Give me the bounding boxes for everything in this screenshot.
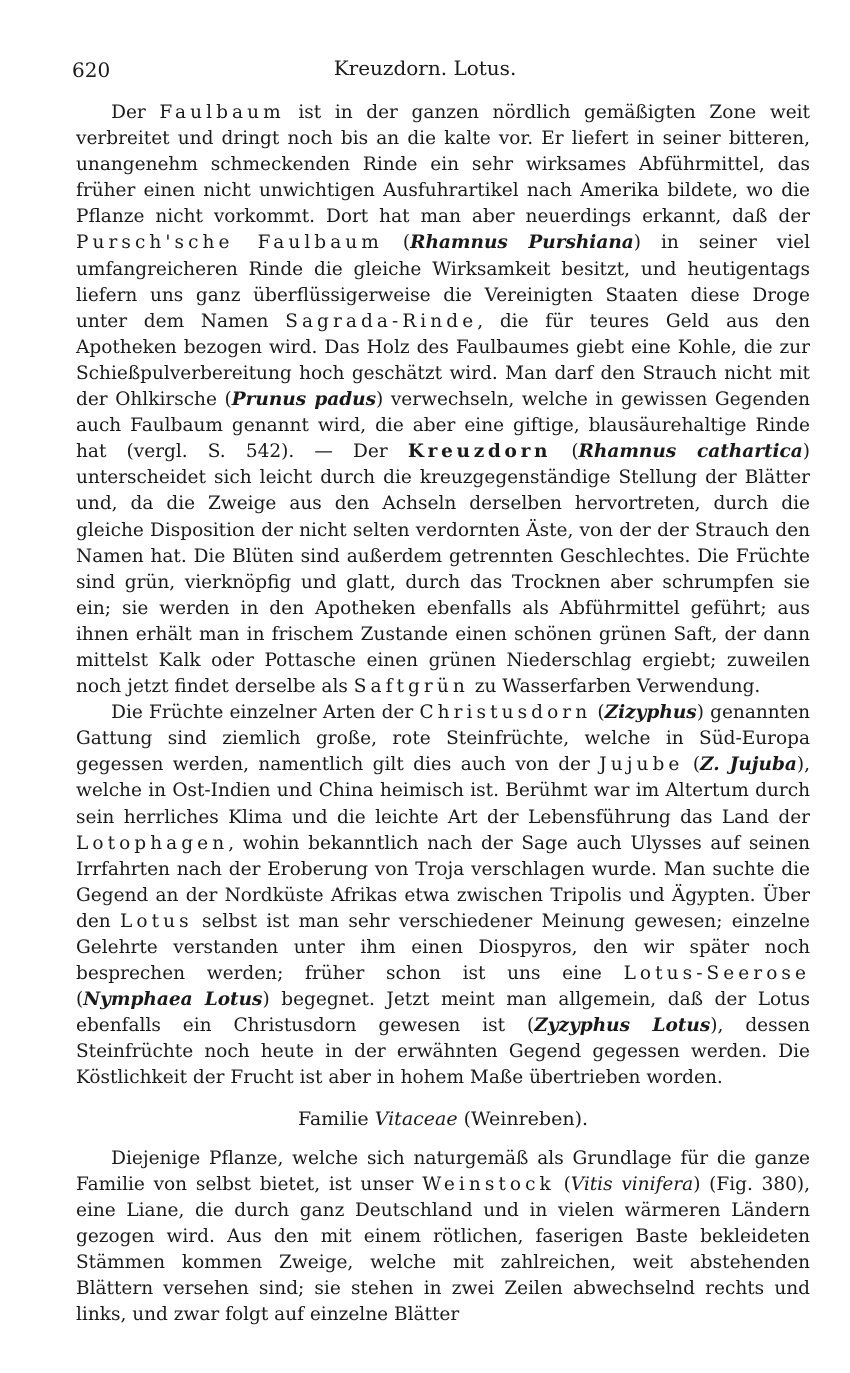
text-run: ( (76, 989, 84, 1011)
page-number: 620 (72, 58, 111, 82)
paragraph-weinstock (76, 1146, 810, 1329)
text-run: ( (382, 232, 411, 254)
latin-name: Z. Jujuba (700, 754, 797, 776)
spaced-term: Faulbaum (159, 102, 285, 123)
text-run: ) (Fig. 380), eine Liane, die durch ganz Deutschland und in vielen wärmeren Ländern gezogen wird. Aus den mit einem rötlichen, faserigen Baste bekleideten Stämmen kommen Zweige, welche mit zahlreichen, weit abstehenden Blättern versehen sind; sie stehen in zwei Zeilen abwechselnd rechts und links, und zwar folgt auf einzelne Blätter (76, 1173, 810, 1326)
text-run: ist in der ganzen nördlich gemäßigten Zone weit verbreitet und dringt noch bis an die kalte vor. Er liefert in seiner bitteren, unangenehm schmeckenden Rinde ein sehr wirksames Abführmittel, das früher einen nicht unwichtigen Ausfuhrartikel nach Amerika bildete, wo die Pflanze nicht vorkommt. Dort hat man aber neuerdings erkannt, daß der (76, 102, 810, 228)
latin-name: Nymphaea Lotus (83, 989, 263, 1011)
latin-name: Zyzyphus Lotus (534, 1015, 711, 1037)
text-run: ( (683, 754, 701, 776)
text-run: Die Früchte einzelner Arten der (111, 702, 420, 724)
text-run: ), welche in Ost-Indien und China heimisch ist. Berühmt war im Altertum durch sein herrliches Klima und die leichte Art der Lebensführung das Land der (76, 754, 810, 828)
text-run: Diejenige Pflanze, welche sich naturgemäß als Grundlage für die ganze Familie von selbst bietet, ist unser (76, 1147, 810, 1195)
text-run: zu Wasserfarben Verwendung. (468, 676, 761, 698)
spaced-term: Sagrada-Rinde (285, 310, 478, 332)
spaced-term: Lotus-Seerose (623, 963, 810, 985)
latin-name: Rhamnus cathartica (578, 441, 803, 463)
text-run: , wohin bekanntlich nach der Sage auch Ulysses auf seinen Irrfahrten nach der Eroberung von Troja verschlagen wurde. Man suchte die Gegend an der Nordküste Afrikas etwa zwischen Tripolis und Ägypten. Über den (76, 832, 810, 932)
paragraph-faulbaum (76, 100, 810, 700)
spaced-term: Saftgrün (353, 676, 469, 698)
spaced-term: Lotus (120, 910, 193, 932)
text-run: ( (591, 702, 605, 724)
body-text (76, 100, 810, 1328)
heading-text: (Weinreben). (457, 1107, 589, 1130)
section-heading (76, 1106, 810, 1132)
text-run: selbst ist man sehr verschiedener Meinung gewesen; einzelne Gelehrte verstanden unter ihm einen Diospyros, den wir später noch besprechen werden; früher schon ist uns eine (76, 910, 810, 985)
spaced-term: Christusdorn (419, 702, 592, 724)
text-run: ) begegnet. Jetzt meint man allgemein, daß der Lotus ebenfalls ein Christusdorn gewesen ist ( (76, 989, 810, 1037)
paragraph-christusdorn (76, 700, 810, 1091)
heading-text: Familie (297, 1107, 375, 1130)
latin-name: Rhamnus Purshiana (410, 232, 634, 254)
text-run: ) unterscheidet sich leicht durch die kreuzgegenständige Stellung der Blätter und, da die Zweige aus den Achseln derselben hervortreten, durch die gleiche Disposition der nicht selten verdornten Äste, von der der Strauch den Namen hat. Die Blüten sind außerdem getrennten Geschlechtes. Die Früchte sind grün, vierknöpfig und glatt, durch das Trocknen aber schrumpfen sie ein; sie werden in den Apotheken ebenfalls als Abführmittel geführt; aus ihnen erhält man in frischem Zustande einen schönen grünen Saft, der dann mittelst Kalk oder Pottasche einen grünen Niederschlag ergiebt; zuweilen noch jetzt findet derselbe als (76, 441, 810, 698)
running-head: Kreuzdorn. Lotus. (333, 56, 517, 80)
text-run: , die für teures Geld aus den Apotheken bezogen wird. Das Holz des Faulbaumes giebt eine Kohle, die zur Schießpulverbereitung hoch geschätzt wird. Man darf den Strauch nicht mit der Ohlkirsche ( (76, 310, 810, 411)
spaced-term: Kreuzdorn (407, 441, 552, 463)
heading-latin: Vitaceae (374, 1107, 458, 1130)
spaced-term: Jujube (599, 754, 684, 776)
text-run: Der (111, 102, 160, 123)
spaced-term: Weinstock (422, 1173, 555, 1195)
text-run: ) verwechseln, welche in gewissen Gegenden auch Faulbaum genannt wird, die aber eine giftige, blausäurehaltige Rinde hat (vergl. S. 542). — Der (76, 389, 810, 463)
text-run: ), dessen Steinfrüchte noch heute in der erwähnten Gegend gegessen werden. Die Köstlichkeit der Frucht ist aber in hohem Maße übertrieben worden. (76, 1015, 810, 1089)
spaced-term: Lotophagen (76, 832, 229, 854)
text-run: ) in seiner viel umfangreicheren Rinde die gleiche Wirksamkeit besitzt, und heutigentags liefern uns ganz überflüssigerweise die Vereinigten Staaten diese Droge unter dem Namen (76, 232, 810, 332)
latin-name: Zizyphus (604, 702, 697, 724)
spaced-term: Pursch'sche Faulbaum (76, 232, 383, 254)
text-run: ( (551, 441, 579, 463)
latin-name: Vitis vinifera (570, 1173, 694, 1195)
latin-name: Prunus padus (231, 389, 377, 411)
text-run: ) genannten Gattung sind ziemlich große, rote Steinfrüchte, welche in Süd-Europa gegessen werden, namentlich gilt dies auch von der (76, 702, 810, 776)
text-run: ( (554, 1173, 571, 1195)
